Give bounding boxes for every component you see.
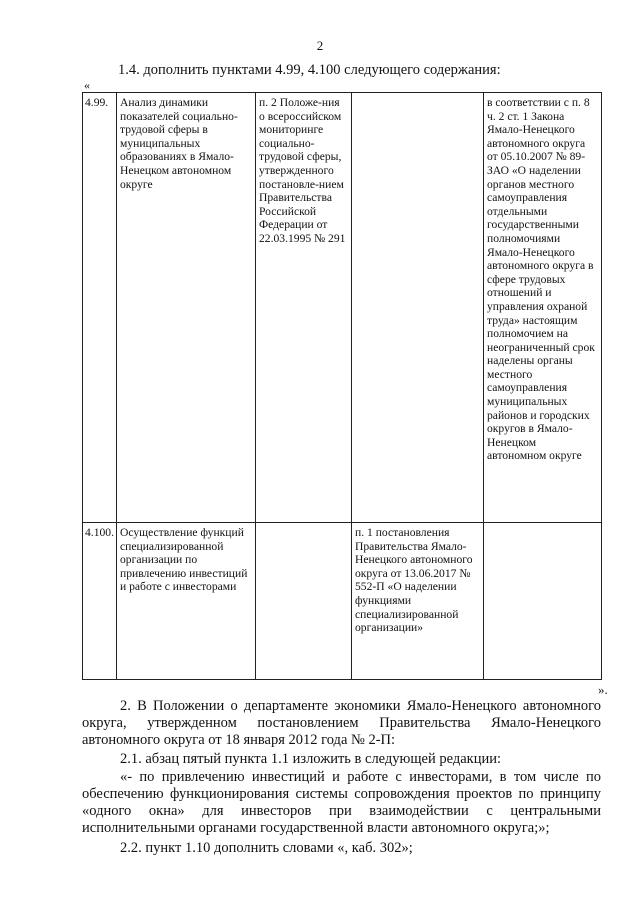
paragraph-2-1-quote: «- по привлечению инвестиций и работе с инвесторами, в том числе по обеспечению функционирования системы сопровождения проектов по принципу «одного окна» для инвесторов при взаимодействии с центральными исполнительными органами государственной власти автономного округа;»;	[82, 769, 601, 836]
opening-quote-mark: «	[84, 78, 90, 92]
legal-basis-cell	[352, 93, 484, 523]
legal-basis-cell	[484, 523, 602, 680]
function-name-cell: Осуществление функций специализированной организации по привлечению инвестиций и работе с инвесторами	[117, 523, 256, 680]
paragraph-2: 2. В Положении о департаменте экономики Ямало-Ненецкого автономного округа, утвержденном постановлением Правительства Ямало-Ненецкого автономного округа от 18 января 2012 года № 2-П:	[82, 698, 601, 748]
paragraph-2-1: 2.1. абзац пятый пункта 1.1 изложить в следующей редакции:	[120, 751, 502, 767]
row-number-cell: 4.100.	[83, 523, 117, 680]
page-number: 2	[316, 38, 324, 53]
row-number-cell: 4.99.	[83, 93, 117, 523]
legal-basis-cell: в соответствии с п. 8 ч. 2 ст. 1 Закона Ямало-Ненецкого автономного округа от 05.10.2007 № 89-ЗАО «О наделении органов местного самоуправления отдельными государственными полномочиями Ямало-Ненецкого автономного округа в сфере трудовых отношений и управления охраной труда» настоящим полномочием на неограниченный срок наделены органы местного самоуправления муниципальных районов и городских округов в Ямало-Ненецком автономном округе	[484, 93, 602, 523]
legal-basis-cell: п. 1 постановления Правительства Ямало-Ненецкого автономного округа от 13.06.2017 № 552-П «О наделении функциями специализированной организации»	[352, 523, 484, 680]
table-row	[83, 523, 602, 680]
paragraph-2-2: 2.2. пункт 1.10 дополнить словами «, каб. 302»;	[120, 840, 413, 856]
intro-paragraph: 1.4. дополнить пунктами 4.99, 4.100 следующего содержания:	[118, 62, 501, 78]
legal-basis-cell: п. 2 Положе-ния о всероссийском мониторинге социально-трудовой сферы, утвержденного постановле-нием Правительства Российской Федерации от 22.03.1995 № 291	[256, 93, 352, 523]
amendment-table	[82, 92, 602, 680]
function-name-cell: Анализ динамики показателей социально-трудовой сферы в муниципальных образованиях в Ямало-Ненецком автономном округе	[117, 93, 256, 523]
table-row	[83, 93, 602, 523]
legal-basis-cell	[256, 523, 352, 680]
closing-quote-mark: ».	[598, 682, 608, 697]
